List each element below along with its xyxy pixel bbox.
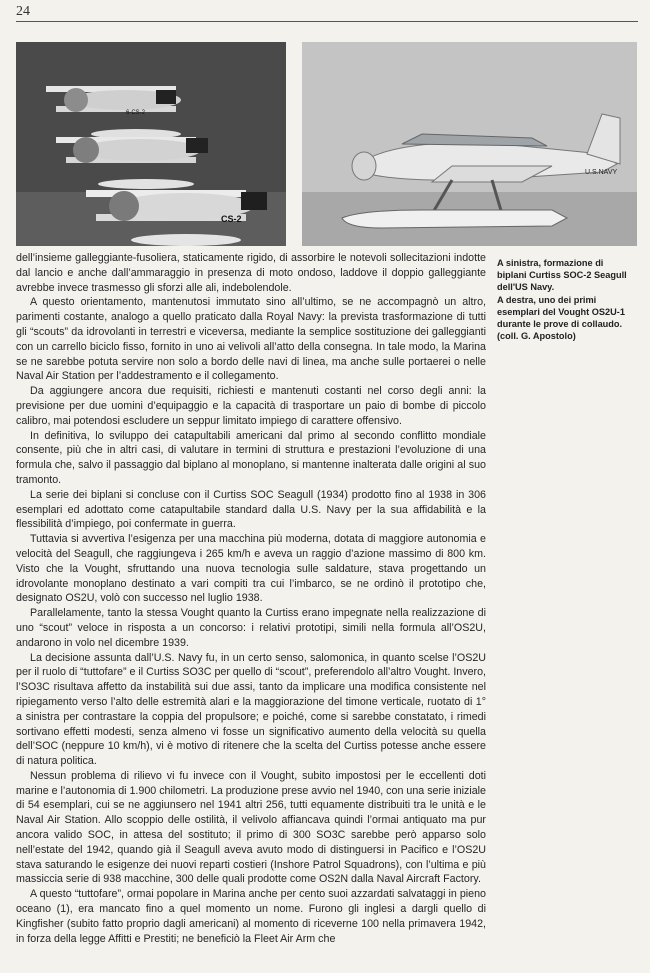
photo-caption bbox=[497, 257, 637, 342]
page-number: 24 bbox=[16, 4, 30, 19]
photo-marking: CS-2 bbox=[221, 214, 242, 224]
caption-line: biplani Curtiss SOC-2 Seagull bbox=[497, 270, 627, 281]
paragraph: Nessun problema di rilievo vi fu invece con il Vought, subito impostosi per le eccellenti doti marine e l’autonomia di 1.900 chilometri. La produzione prese avvio nel 1940, con una serie iniziale di 54 esemplari, cui se ne aggiunsero nel 1941 altri 256, tutti equamente distribuiti tra le unità e le Naval Air Station. Allo scoppio delle ostilità, il velivolo affiancava quindi l’ormai antiquato ma pur ancora valido SOC, in attesa del sostituto; il primo di 300 SO3C sarebbe però apparso solo nell’estate del 1942, quando già il Seagull aveva avuto modo di distinguersi in Pacifico e l’OS2U stava saturando le esigenze dei nuovi reparti costieri (Inshore Patrol Squadrons), con l’ultima e più massiccia serie di 938 macchine, 300 delle quali prodotte come OS2N dalla Naval Aircraft Factory. bbox=[16, 769, 486, 886]
caption-line: durante le prove di collaudo. bbox=[497, 319, 623, 330]
paragraph: Tuttavia si avvertiva l’esigenza per una macchina più moderna, dotata di maggiore autonomia e velocità del Seagull, che raggiungeva i 265 km/h e aveva un raggio d’azione massimo di 800 km. Visto che la Vought, sfruttando una nuova tecnologia sulle saldature, stava progettando un idrovolante monoplano destinato a vari compiti tra cui l’imbarco, se ne ordinò il prototipo che, designato OS2U, volò con successo nel luglio 1938. bbox=[16, 533, 486, 605]
photo-marking: U.S.NAVY bbox=[585, 169, 618, 176]
caption-line: esemplari del Vought OS2U-1 bbox=[497, 306, 625, 317]
article-body bbox=[16, 251, 486, 946]
photo-vought-os2u bbox=[302, 42, 637, 246]
paragraph: La serie dei biplani si concluse con il Curtiss SOC Seagull (1934) prodotto fino al 1938 in 306 esemplari ed adottato come catapultabile standard dalla U.S. Navy per la sua affidabilità e la flessibilità d’impiego, poi confermate in guerra. bbox=[16, 488, 486, 531]
header-rule bbox=[16, 21, 638, 22]
paragraph: A questo “tuttofare”, ormai popolare in Marina anche per cento suoi azzardati salvataggi in pieno oceano (1), era mancato fino a quel momento un nome. Furono gli inglesi a dargli quello di Kingfisher (subito fatto proprio dagli americani) al momento di riceverne 100 nella primavera 1942, in forza della legge Affitti e Prestiti; ne beneficiò la Fleet Air Arm che bbox=[16, 888, 486, 945]
paragraph: La decisione assunta dall’U.S. Navy fu, in un certo senso, salomonica, in quanto scelse l’OS2U per il ruolo di “tuttofare” e il Curtiss SO3C per quello di “scout”, preferendolo all’altro Vought. Invero, l’SO3C risultava affetto da instabilità sui due assi, tanto da implicare una modifica consistente nel ripiegamento verso l’alto delle estremità alari e la maggiorazione del timone verticale, ruotato di 1° a sinistra per contrastare la coppia del propulsore; e poiché, come si sarebbe constatato, i rimedi sortivano effetti modesti, senza almeno vi fosse un significativo aumento della velocità su quella dell’SOC (neppure 10 km/h), vi è motivo di ritenere che la scelta del Curtiss potesse anche essere di natura politica. bbox=[16, 651, 486, 768]
paragraph: Parallelamente, tanto la stessa Vought quanto la Curtiss erano impegnate nella realizzazione di uno “scout” veloce in risposta a un concorso: i relativi prototipi, simili nella formula all’OS2U, andarono in volo nel dicembre 1939. bbox=[16, 607, 486, 649]
paragraph: Da aggiungere ancora due requisiti, richiesti e mantenuti costanti nel corso degli anni: la previsione per due uomini d’equipaggio e la capacità di trasportare un paio di bombe di piccolo calibro, mai potendosi escludere un seppur limitato impiego di carattere offensivo. bbox=[16, 385, 486, 427]
caption-line: dell'US Navy. bbox=[497, 282, 555, 293]
photo-curtiss-soc-formation bbox=[16, 42, 286, 246]
caption-line: A destra, uno dei primi bbox=[497, 294, 597, 305]
paragraph: In definitiva, lo sviluppo dei catapultabili americani dal primo al secondo conflitto mondiale consente, più che in altri casi, di valutare in termini di struttura e prestazioni l’evoluzione di una formula che, salvo il passaggio dal biplano al monoplano, si mantenne inalterata dalle origini al suo tramonto. bbox=[16, 429, 486, 486]
caption-line: A sinistra, formazione di bbox=[497, 258, 604, 268]
photo-marking: 6-CS-2 bbox=[126, 110, 146, 116]
caption-line: (coll. G. Apostolo) bbox=[497, 331, 576, 342]
paragraph: A questo orientamento, mantenutosi immutato sino all’ultimo, se ne accompagnò un altro, parimenti costante, analogo a quello praticato dalla Royal Navy: la prevista trasformazione di tutti gli “scouts” da idrovolanti in terrestri e viceversa, mediante la semplice sostituzione dei galleggianti con un carrello biciclo fisso, fornito in uno ai velivoli all’atto della consegna. In tale modo, la Marina se ne sarebbe potuta servire non solo a bordo delle navi di linea, ma anche sulle portaerei o nelle Naval Air Station per l’addestramento e il collegamento. bbox=[16, 296, 486, 383]
paragraph: dell’insieme galleggiante-fusoliera, staticamente rigido, di assorbire le notevoli sollecitazioni indotte dal lancio e anche dall’ammaraggio in presenza di moto ondoso, laddove il doppio galleggiante avrebbe invece trasmesso gli sforzi alle ali, indebolendole. bbox=[16, 252, 486, 294]
